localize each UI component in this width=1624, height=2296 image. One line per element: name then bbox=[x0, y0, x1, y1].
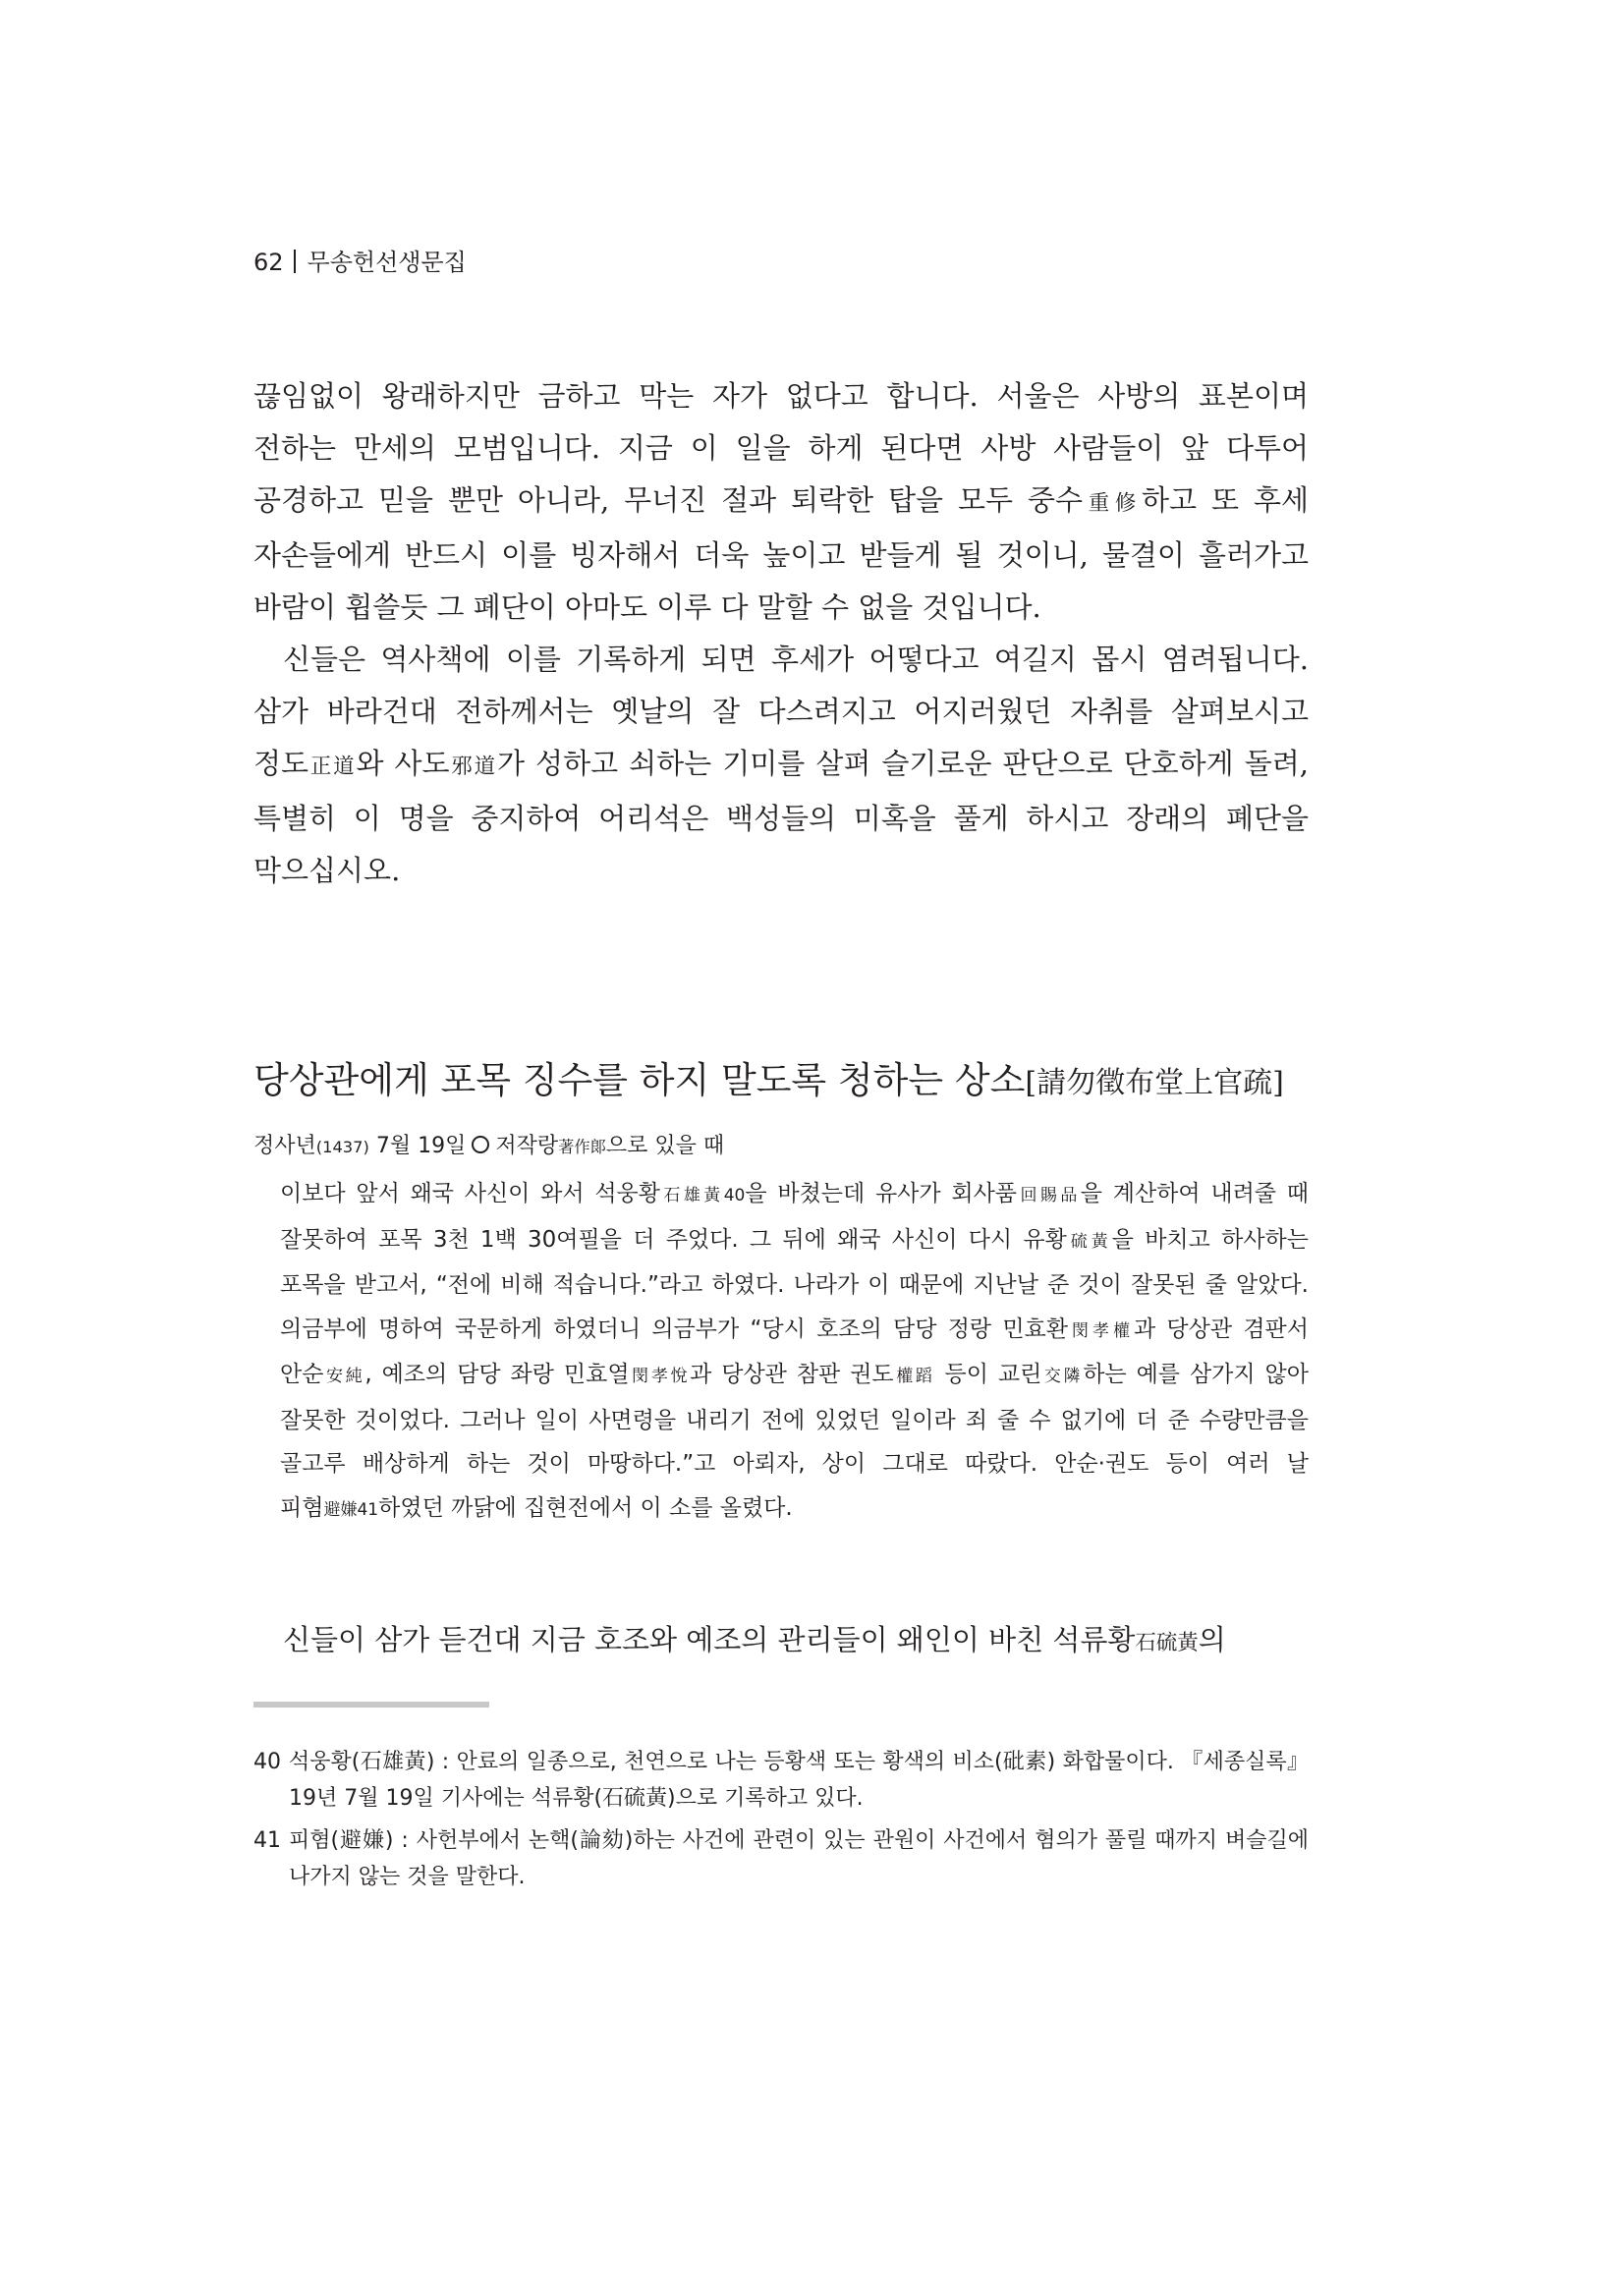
text-run: 을 바쳤는데 유사가 회사품 bbox=[745, 1181, 1018, 1206]
section-title bbox=[253, 1056, 1284, 1108]
text-run: 하고 또 후세 자손들에게 반드시 이를 빙자해서 더욱 높이고 받들게 될 것이니, 물결이 흘러가고 바람이 휩쓸듯 그 폐단이 아마도 이루 다 말할 수 없을 것입니다. bbox=[253, 483, 1309, 624]
paragraph bbox=[253, 1614, 1309, 1669]
memorial-body bbox=[253, 1614, 1309, 1669]
footnote-number: 40 bbox=[253, 1750, 281, 1774]
text-run: 등이 교린 bbox=[934, 1362, 1042, 1387]
hanja-gloss: 安純 bbox=[323, 1367, 365, 1386]
section-title-text: 당상관에게 포목 징수를 하지 말도록 청하는 상소 bbox=[253, 1059, 1026, 1101]
hanja-gloss: 交隣 bbox=[1041, 1367, 1084, 1386]
hanja-gloss: 閔孝權 bbox=[1068, 1320, 1134, 1341]
hanja-gloss: 硫黃 bbox=[1066, 1231, 1112, 1252]
text-run: 과 당상관 겸판서 안순 bbox=[280, 1316, 1309, 1387]
hanja-gloss: 避嫌 bbox=[323, 1499, 358, 1520]
date-text: 저작랑 bbox=[495, 1134, 559, 1158]
text-run: 을 바치고 하사하는 포목을 받고서, “전에 비해 적습니다.”라고 하였다. 나라가 이 때문에 지난날 준 것이 잘못된 줄 알았다. 의금부에 명하여 국문하게 하였더니 의금부가 “당시 호조의 담당 정랑 민효환 bbox=[280, 1226, 1309, 1342]
paragraph bbox=[253, 634, 1309, 897]
text-run: 하는 예를 삼가지 않아 잘못한 것이었다. 그러나 일이 사면령을 내리기 전에 있었던 일이라 죄 줄 수 없기에 더 준 수량만큼을 골고루 배상하게 하는 것이 마땅하다.”고 아뢰자, 상이 그대로 따랐다. 안순·권도 등이 여러 날 피혐 bbox=[280, 1362, 1309, 1521]
hanja-gloss: 閔孝悅 bbox=[629, 1367, 691, 1386]
text-run: 하였던 까닭에 집현전에서 이 소를 올렸다. bbox=[378, 1494, 793, 1521]
page-number: 62 bbox=[253, 249, 284, 276]
footnote-text: 석웅황(石雄黃) : 안료의 일종으로, 천연으로 나는 등황색 또는 황색의 비소(砒素) 화합물이다. 『세종실록』 19년 7월 19일 기사에는 석류황(石硫黃)으로 기록하고 있다. bbox=[289, 1750, 1309, 1811]
text-run: 가 성하고 쇠하는 기미를 살펴 슬기로운 판단으로 단호하게 돌려, 특별히 이 명을 중지하여 어리석은 백성들의 미혹을 풀게 하시고 장래의 폐단을 막으십시오. bbox=[253, 747, 1309, 887]
hanja-gloss: 著作郞 bbox=[558, 1138, 606, 1156]
date-line bbox=[253, 1132, 724, 1162]
hanja-gloss: 正道 bbox=[308, 755, 357, 779]
text-run: 신들은 역사책에 이를 기록하게 되면 후세가 어떻다고 여길지 몹시 염려됩니다. 삼가 바라건대 전하께서는 옛날의 잘 다스려지고 어지러웠던 자취를 살펴보시고 정도 bbox=[253, 643, 1309, 780]
footnote-text: 피혐(避嫌) : 사헌부에서 논핵(論劾)하는 사건에 관련이 있는 관원이 사건에서 혐의가 풀릴 때까지 벼슬길에 나가지 않는 것을 말한다. bbox=[289, 1828, 1309, 1889]
circle-bullet-icon bbox=[472, 1136, 489, 1153]
text-run: 과 당상관 참판 권도 bbox=[690, 1362, 894, 1387]
date-text: 7월 19일 bbox=[368, 1134, 467, 1158]
text-run: 끊임없이 왕래하지만 금하고 막는 자가 없다고 합니다. 서울은 사방의 표본이며 전하는 만세의 모범입니다. 지금 이 일을 하게 된다면 사방 사람들이 앞 다투어 공경하고 믿을 뿐만 아니라, 무너진 절과 퇴락한 탑을 모두 중수 bbox=[253, 379, 1309, 517]
footnotes bbox=[253, 1744, 1309, 1901]
footnote-ref[interactable]: 40 bbox=[723, 1186, 746, 1205]
book-title: 무송헌선생문집 bbox=[307, 249, 467, 276]
text-run: 을 계산하여 내려줄 때 잘못하여 포목 3천 1백 30여필을 더 주었다. 그 뒤에 왜국 사신이 다시 유황 bbox=[280, 1181, 1309, 1253]
footnote bbox=[253, 1822, 1309, 1895]
footnote-divider bbox=[253, 1702, 489, 1708]
paragraph bbox=[253, 370, 1309, 634]
section-title-hanja: [請勿徵布堂上官疏] bbox=[1025, 1066, 1284, 1100]
continuation-text bbox=[253, 370, 1309, 897]
hanja-gloss: 邪道 bbox=[449, 755, 497, 779]
hanja-gloss: 回賜品 bbox=[1017, 1186, 1081, 1205]
hanja-gloss: 重修 bbox=[1082, 491, 1143, 516]
footnote bbox=[253, 1744, 1309, 1817]
text-run: 와 사도 bbox=[356, 747, 450, 780]
footnote-ref[interactable]: 41 bbox=[357, 1499, 379, 1520]
footnote-number: 41 bbox=[253, 1828, 281, 1853]
hanja-gloss: 石雄黃 bbox=[659, 1186, 724, 1205]
text-run: 이보다 앞서 왜국 사신이 와서 석웅황 bbox=[280, 1181, 660, 1206]
running-head bbox=[253, 248, 467, 277]
text-run: , 예조의 담당 좌랑 민효열 bbox=[364, 1362, 630, 1387]
intro-note bbox=[280, 1172, 1309, 1532]
date-text: 정사년 bbox=[253, 1134, 316, 1158]
header-separator bbox=[294, 250, 296, 273]
date-year: (1437) bbox=[315, 1138, 369, 1156]
hanja-gloss: 權蹈 bbox=[893, 1367, 935, 1386]
date-text: 으로 있을 때 bbox=[605, 1134, 725, 1158]
hanja-gloss: 石硫黃 bbox=[1135, 1631, 1199, 1655]
text-run: 의 bbox=[1198, 1623, 1226, 1656]
text-run: 신들이 삼가 듣건대 지금 호조와 예조의 관리들이 왜인이 바친 석류황 bbox=[283, 1623, 1136, 1656]
